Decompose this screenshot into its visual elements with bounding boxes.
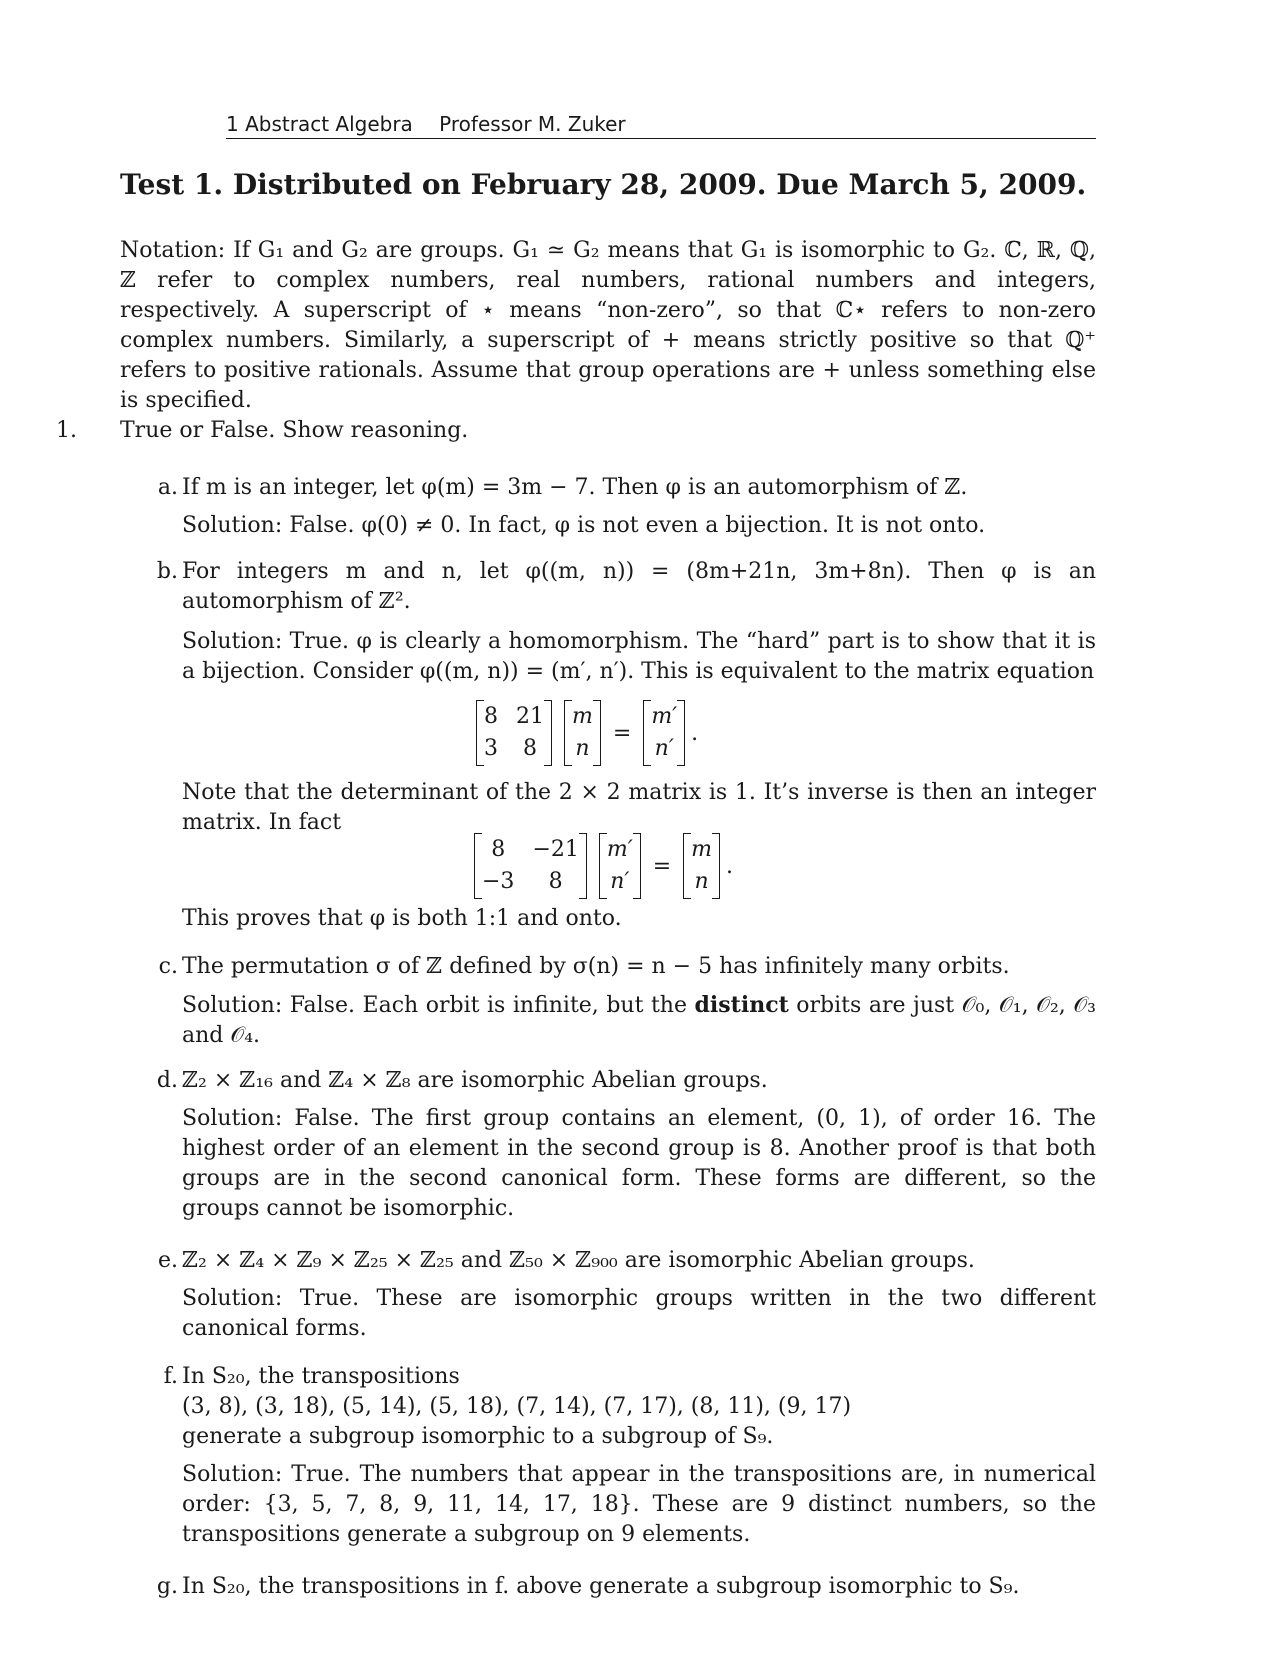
- item-label: b.: [156, 559, 178, 584]
- item-d: [148, 1066, 1096, 1224]
- page-header: [226, 112, 1096, 139]
- item-label: a.: [157, 475, 178, 500]
- item-statement: The permutation σ of ℤ defined by σ(n) = n − 5 has infinitely many orbits.: [182, 954, 1010, 979]
- notation-paragraph: Notation: If G₁ and G₂ are groups. G₁ ≃ G₂ means that G₁ is isomorphic to G₂. ℂ, ℝ, ℚ, ℤ refer to complex numbers, real numbers, rational numbers and integers, respectively. A superscript of ⋆ means “non-zero”, so that ℂ⋆ refers to non-zero complex numbers. Similarly, a superscript of + means strictly positive so that ℚ⁺ refers to positive rationals. Assume that group operations are + unless something else is specified.: [120, 238, 1096, 413]
- equals-sign: =: [652, 853, 672, 879]
- equals-sign: =: [612, 720, 632, 746]
- period: .: [726, 853, 734, 879]
- item-statement: ℤ₂ × ℤ₄ × ℤ₉ × ℤ₂₅ × ℤ₂₅ and ℤ₅₀ × ℤ₉₀₀ are isomorphic Abelian groups.: [182, 1248, 975, 1273]
- variable-vector: m′ n′: [599, 833, 641, 899]
- item-label: g.: [156, 1574, 178, 1599]
- item-label: f.: [163, 1364, 178, 1389]
- item-b-note: [148, 778, 1096, 838]
- item-statement: If m is an integer, let φ(m) = 3m − 7. Then φ is an automorphism of ℤ.: [182, 475, 968, 500]
- item-statement-line3: generate a subgroup isomorphic to a subgroup of S₉.: [182, 1424, 774, 1449]
- item-statement-line1: In S₂₀, the transpositions: [182, 1364, 460, 1389]
- item-g: [148, 1572, 1096, 1602]
- result-vector: m′ n′: [643, 700, 685, 766]
- item-solution: Solution: False. The first group contains an element, (0, 1), of order 16. The highest order of an element in the second group is 8. Another proof is that both groups are in the second canonical form. These forms are different, so the groups cannot be isomorphic.: [182, 1106, 1096, 1221]
- period: .: [691, 720, 699, 746]
- item-statement: In S₂₀, the transpositions in f. above generate a subgroup isomorphic to S₉.: [182, 1574, 1020, 1599]
- course-title: 1 Abstract Algebra: [226, 112, 413, 136]
- item-label: c.: [158, 954, 178, 979]
- item-solution: Solution: True. The numbers that appear in the transpositions are, in numerical order: {3, 5, 7, 8, 9, 11, 14, 17, 18}. These are 9 distinct numbers, so the transpositions generate a subgroup on 9 elements.: [182, 1462, 1096, 1547]
- item-solution: Solution: True. φ is clearly a homomorphism. The “hard” part is to show that it is a bijection. Consider φ((m, n)) = (m′, n′). This is equivalent to the matrix equation: [182, 629, 1096, 684]
- coefficient-matrix: 8 21 3 8: [476, 700, 552, 766]
- item-solution: Solution: True. These are isomorphic groups written in the two different canonical forms.: [182, 1286, 1096, 1341]
- test-title: Test 1. Distributed on February 28, 2009. Due March 5, 2009.: [120, 168, 1087, 201]
- item-c: [148, 952, 1096, 1051]
- professor-name: Professor M. Zuker: [439, 112, 626, 136]
- item-statement-line2: (3, 8), (3, 18), (5, 14), (5, 18), (7, 14), (7, 17), (8, 11), (9, 17): [182, 1394, 852, 1419]
- variable-vector: m n: [564, 700, 601, 766]
- item-b-conclusion: [148, 904, 1096, 934]
- item-label: e.: [157, 1248, 178, 1273]
- result-vector: m n: [683, 833, 720, 899]
- matrix-equation-2: [468, 833, 733, 899]
- item-f: [148, 1362, 1096, 1550]
- item-solution: Solution: False. φ(0) ≠ 0. In fact, φ is not even a bijection. It is not onto.: [182, 513, 986, 538]
- matrix-equation-1: [470, 700, 698, 766]
- item-b: [148, 557, 1096, 687]
- item-a: [148, 473, 1096, 541]
- question-text: True or False. Show reasoning.: [120, 418, 469, 443]
- question-number: 1.: [56, 418, 77, 443]
- item-statement: ℤ₂ × ℤ₁₆ and ℤ₄ × ℤ₈ are isomorphic Abelian groups.: [182, 1068, 768, 1093]
- item-statement: For integers m and n, let φ((m, n)) = (8m+21n, 3m+8n). Then φ is an automorphism of ℤ².: [182, 559, 1096, 614]
- item-note: Note that the determinant of the 2 × 2 matrix is 1. It’s inverse is then an integer matrix. In fact: [182, 780, 1096, 835]
- item-e: [148, 1246, 1096, 1344]
- item-label: d.: [156, 1068, 178, 1093]
- item-conclusion: This proves that φ is both 1:1 and onto.: [182, 906, 622, 931]
- inverse-matrix: 8 −21 −3 8: [474, 833, 587, 899]
- item-solution: Solution: False. Each orbit is infinite, but the distinct orbits are just 𝒪₀, 𝒪₁, 𝒪₂, 𝒪₃ and 𝒪₄.: [182, 992, 1097, 1048]
